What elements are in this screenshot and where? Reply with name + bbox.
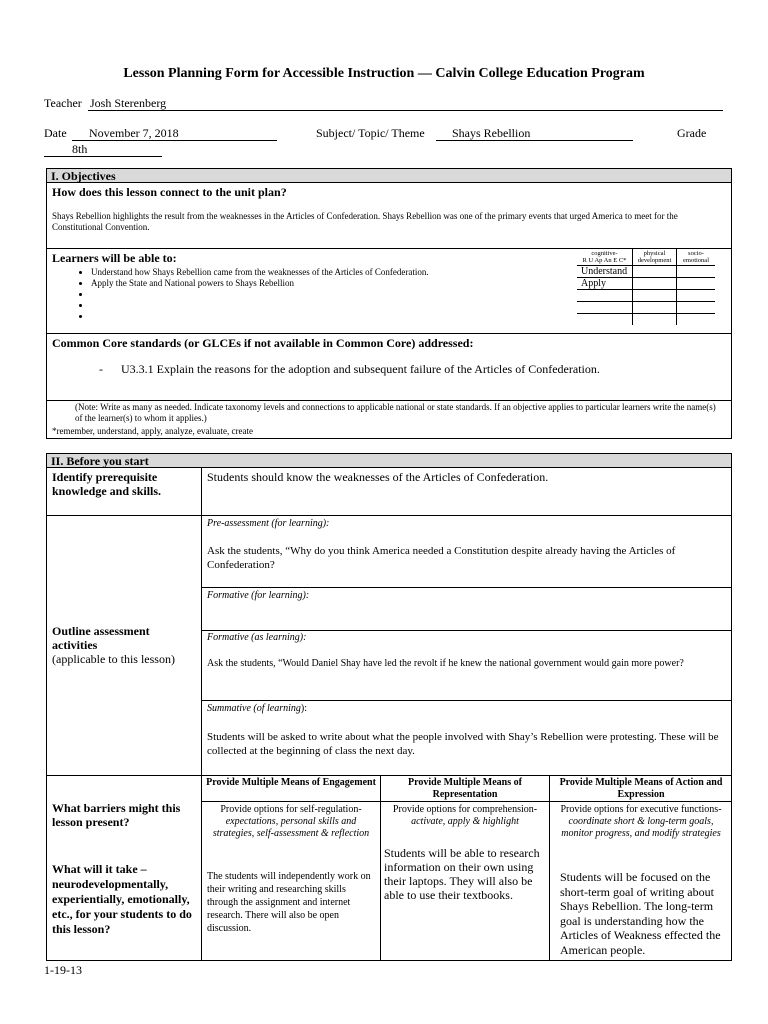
col-cognitive-sub: R U Ap An E C* <box>582 257 627 264</box>
subject-underline <box>436 140 633 141</box>
cognitive-value-2[interactable]: Apply <box>577 278 633 290</box>
socio-value-2[interactable] <box>677 278 716 290</box>
socio-value-4[interactable] <box>677 302 716 314</box>
summative-label-text: Summative (of learning <box>207 703 301 714</box>
grade-value[interactable]: 8th <box>72 142 88 156</box>
pre-assessment-text[interactable]: Ask the students, “Why do you think America needed a Constitution despite already having the Articles of Confederation? <box>207 545 676 571</box>
subject-label: Subject/ Topic/ Theme <box>316 126 425 140</box>
column-divider <box>380 775 381 961</box>
action-text[interactable]: Students will be focused on the short-term goal of writing about Shays Rebellion. The long-term goal is understanding how the Articles of Weakness effected the American people. <box>560 870 721 957</box>
cognitive-value-1[interactable]: Understand <box>577 266 633 278</box>
formative-as-text[interactable]: Ask the students, “Would Daniel Shay have led the revolt if he knew the national government would gain more power? <box>207 658 684 669</box>
teacher-value[interactable]: Josh Sterenberg <box>90 96 167 110</box>
representation-header: Provide Multiple Means of Representation <box>408 777 522 800</box>
grade-label: Grade <box>677 126 707 140</box>
socio-value-3[interactable] <box>677 290 716 302</box>
learner-objective-1[interactable]: • Understand how Shays Rebellion came from the weaknesses of the Articles of Confederation. <box>91 267 567 278</box>
col-cognitive-label: cognitive- <box>591 250 618 257</box>
col-socio: socio-emotional <box>677 249 716 266</box>
summative-label-end: ): <box>300 703 307 714</box>
date-underline <box>72 140 277 141</box>
socio-value-5[interactable] <box>677 314 716 326</box>
objectives-note: (Note: Write as many as needed. Indicate taxonomy levels and connections to applicable national or state standards. If an objective applies to particular learners write the name(s) of the learner(s) to whom it applies.) <box>75 402 716 423</box>
formative-for-text[interactable] <box>207 604 722 624</box>
domain-grid <box>577 249 715 325</box>
action-italic: coordinate short & long-term goals, monitor progress, and modify strategies <box>561 816 721 839</box>
cognitive-value-3[interactable] <box>577 290 633 302</box>
barriers-label: What barriers might this lesson present? <box>52 801 181 829</box>
teacher-label: Teacher <box>44 96 82 110</box>
physical-value-1[interactable] <box>633 266 677 278</box>
learner-objective-5[interactable] <box>91 311 567 322</box>
assessment-label-block <box>52 624 197 666</box>
physical-value-4[interactable] <box>633 302 677 314</box>
take-label: What will it take – neurodevelopmentally, experientially, emotionally, etc., for your students to do this lesson? <box>52 862 192 936</box>
unit-question: How does this lesson connect to the unit plan? <box>52 185 287 199</box>
standards-label: Common Core standards (or GLCEs if not available in Common Core) addressed: <box>52 336 474 350</box>
divider <box>201 587 731 588</box>
objectives-section <box>46 168 732 439</box>
divider <box>47 775 731 776</box>
divider <box>201 630 731 631</box>
summative-text[interactable]: Students will be asked to write about what the people involved with Shay’s Rebellion were protesting. These will be collected at the beginning of class the next day. <box>207 731 719 757</box>
action-lead: Provide options for executive functions- <box>560 804 722 815</box>
divider <box>201 700 731 701</box>
pre-assessment-label: Pre-assessment (for learning): <box>207 518 330 529</box>
form-title: Lesson Planning Form for Accessible Instruction — Calvin College Education Program <box>123 66 645 81</box>
action-header: Provide Multiple Means of Action and Expression <box>559 777 723 800</box>
engagement-text[interactable]: The students will independently work on their writing and researching skills through the assignment and internet research. There will also be open discussion. <box>207 871 371 934</box>
cognitive-value-4[interactable] <box>577 302 633 314</box>
divider <box>47 333 731 334</box>
column-divider <box>549 775 550 961</box>
date-label: Date <box>44 126 67 140</box>
assessment-label: Outline assessment activities <box>52 624 150 652</box>
unit-text[interactable]: Shays Rebellion highlights the result from the weaknesses in the Articles of Confederation. Shays Rebellion was one of the primary events that urged America to meet for the Constitutional Convention. <box>52 211 678 232</box>
prereq-text[interactable]: Students should know the weaknesses of the Articles of Confederation. <box>207 470 549 484</box>
column-divider <box>201 775 202 961</box>
physical-value-2[interactable] <box>633 278 677 290</box>
representation-prompt <box>383 804 547 828</box>
representation-italic: activate, apply & highlight <box>411 816 519 827</box>
divider <box>47 515 731 516</box>
standards-dash: - <box>99 362 103 376</box>
prereq-label: Identify prerequisite knowledge and skills. <box>52 470 162 498</box>
objectives-header: I. Objectives <box>47 169 731 183</box>
learners-list <box>47 267 567 322</box>
representation-lead: Provide options for comprehension- <box>392 804 538 815</box>
divider <box>47 400 731 401</box>
engagement-italic: expectations, personal skills and strategies, self-assessment & reflection <box>212 816 370 839</box>
engagement-header: Provide Multiple Means of Engagement <box>206 777 376 788</box>
learners-label: Learners will be able to: <box>52 251 177 265</box>
learner-objective-2[interactable]: • Apply the State and National powers to Shays Rebellion <box>91 278 567 289</box>
footer-date: 1-19-13 <box>44 963 82 977</box>
col-cognitive <box>577 249 633 266</box>
socio-value-1[interactable] <box>677 266 716 278</box>
objectives-footnote: *remember, understand, apply, analyze, evaluate, create <box>52 426 253 436</box>
physical-value-3[interactable] <box>633 290 677 302</box>
col-physical: physical development <box>633 249 677 266</box>
learner-objective-3[interactable] <box>91 289 567 300</box>
divider <box>201 801 731 802</box>
assessment-sub: (applicable to this lesson) <box>52 652 175 666</box>
standard-item[interactable]: U3.3.1 Explain the reasons for the adoption and subsequent failure of the Articles of Confederation. <box>121 362 600 376</box>
engagement-lead: Provide options for self-regulation- <box>220 804 362 815</box>
formative-for-label: Formative (for learning): <box>207 590 310 601</box>
representation-text[interactable]: Students will be able to research information on their own using their laptops. They will also be able to use their textbooks. <box>384 846 540 902</box>
engagement-prompt <box>204 804 378 840</box>
grade-underline <box>44 156 162 157</box>
learner-objective-4[interactable] <box>91 300 567 311</box>
date-value[interactable]: November 7, 2018 <box>89 126 179 140</box>
teacher-underline <box>88 110 723 111</box>
before-section <box>46 453 732 961</box>
before-header: II. Before you start <box>47 454 731 468</box>
action-prompt <box>552 804 730 840</box>
cognitive-value-5[interactable] <box>577 314 633 326</box>
subject-value[interactable]: Shays Rebellion <box>452 126 531 140</box>
formative-as-label: Formative (as learning): <box>207 632 307 643</box>
physical-value-5[interactable] <box>633 314 677 326</box>
summative-label <box>207 703 307 714</box>
